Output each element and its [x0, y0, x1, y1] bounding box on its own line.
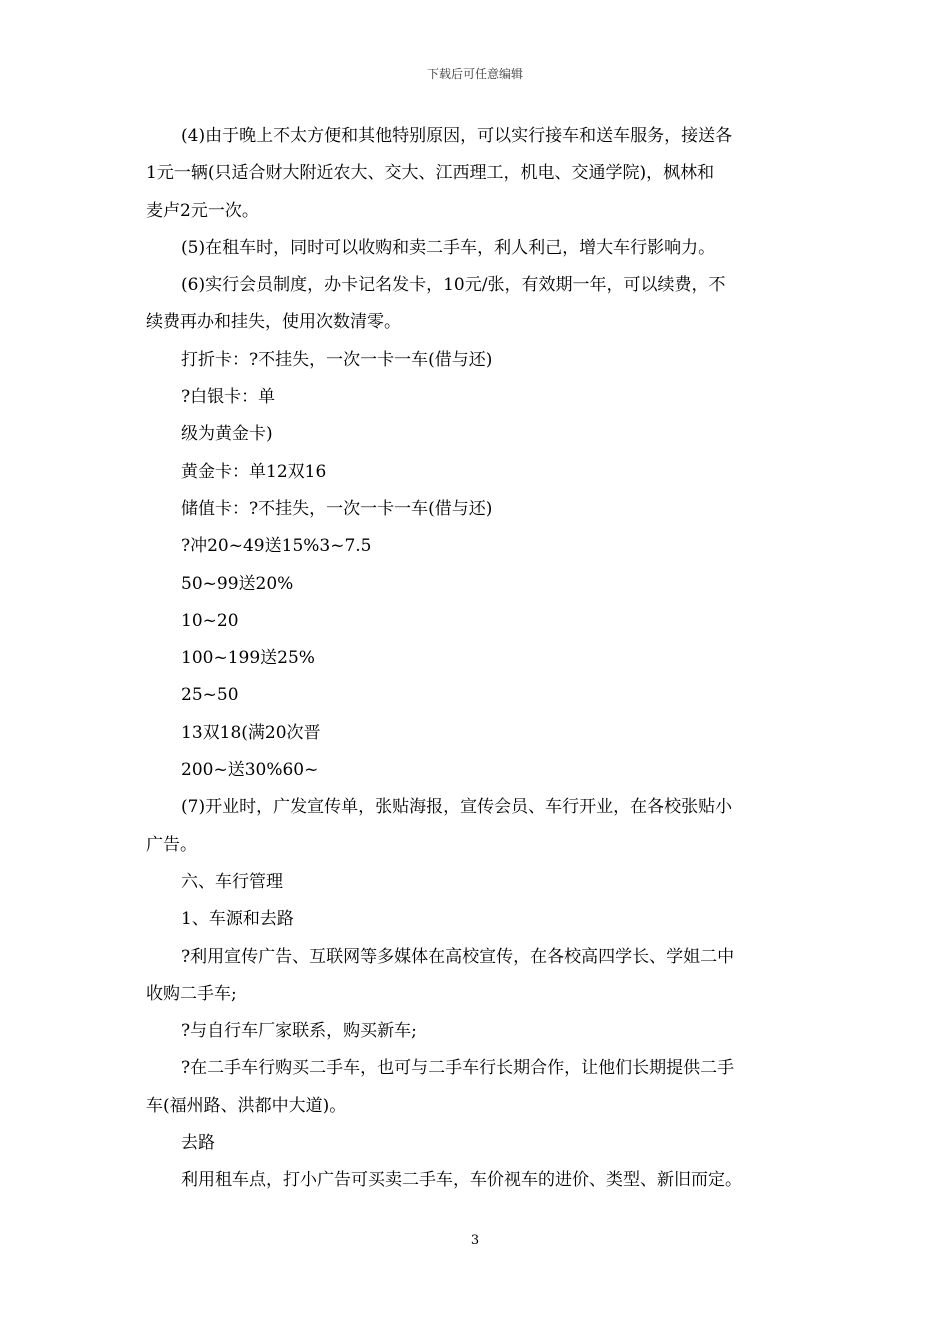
text-line: 利用租车点，打小广告可买卖二手车，车价视车的进价、类型、新旧而定。 — [181, 1170, 742, 1191]
text-line: 10~20 — [181, 610, 239, 631]
text-line: ?冲20~49送15%3~7.5 — [181, 536, 372, 557]
text-line: 级为黄金卡) — [181, 424, 273, 445]
text-line: 收购二手车; — [146, 983, 237, 1004]
text-line: 麦卢2元一次。 — [146, 200, 259, 221]
page-header: 下载后可任意编辑 — [426, 67, 523, 81]
page-number: 3 — [470, 1233, 480, 1248]
text-line: 1元一辆(只适合财大附近农大、交大、江西理工，机电、交通学院)，枫林和 — [146, 163, 715, 184]
text-line: (4)由于晚上不太方便和其他特别原因，可以实行接车和送车服务，接送各 — [181, 126, 733, 146]
text-line: 25~50 — [181, 685, 239, 706]
text-line: ?利用宣传广告、互联网等多媒体在高校宣传，在各校高四学长、学姐二中 — [181, 946, 735, 967]
document-body — [146, 118, 811, 1200]
text-line: 去路 — [181, 1133, 215, 1154]
text-line: 黄金卡：单12双16 — [181, 461, 327, 482]
text-line: (5)在租车时，同时可以收购和卖二手车，利人利己，增大车行影响力。 — [181, 237, 716, 258]
text-line: ?在二手车行购买二手车，也可与二手车行长期合作，让他们长期提供二手 — [181, 1058, 735, 1079]
text-line: ?白银卡：单 — [181, 387, 276, 408]
text-line: 六、车行管理 — [181, 871, 283, 892]
text-line: 打折卡：?不挂失，一次一卡一车(借与还) — [181, 349, 493, 370]
text-line: (6)实行会员制度，办卡记名发卡，10元/张，有效期一年，可以续费，不 — [181, 275, 726, 296]
text-line: 1、车源和去路 — [181, 909, 294, 930]
text-line: ?与自行车厂家联系，购买新车; — [181, 1021, 417, 1042]
text-line: 100~199送25% — [181, 648, 315, 669]
text-line: 储值卡：?不挂失，一次一卡一车(借与还) — [181, 498, 493, 519]
text-line: 13双18(满20次晋 — [181, 722, 321, 743]
text-line: 车(福州路、洪都中大道)。 — [146, 1095, 347, 1116]
text-line: 50~99送20% — [181, 573, 294, 594]
text-line: 广告。 — [146, 834, 197, 855]
text-line: 200~送30%60~ — [181, 760, 319, 781]
text-line: 续费再办和挂失，使用次数清零。 — [146, 312, 401, 333]
text-line: (7)开业时，广发宣传单，张贴海报，宣传会员、车行开业，在各校张贴小 — [181, 797, 733, 818]
